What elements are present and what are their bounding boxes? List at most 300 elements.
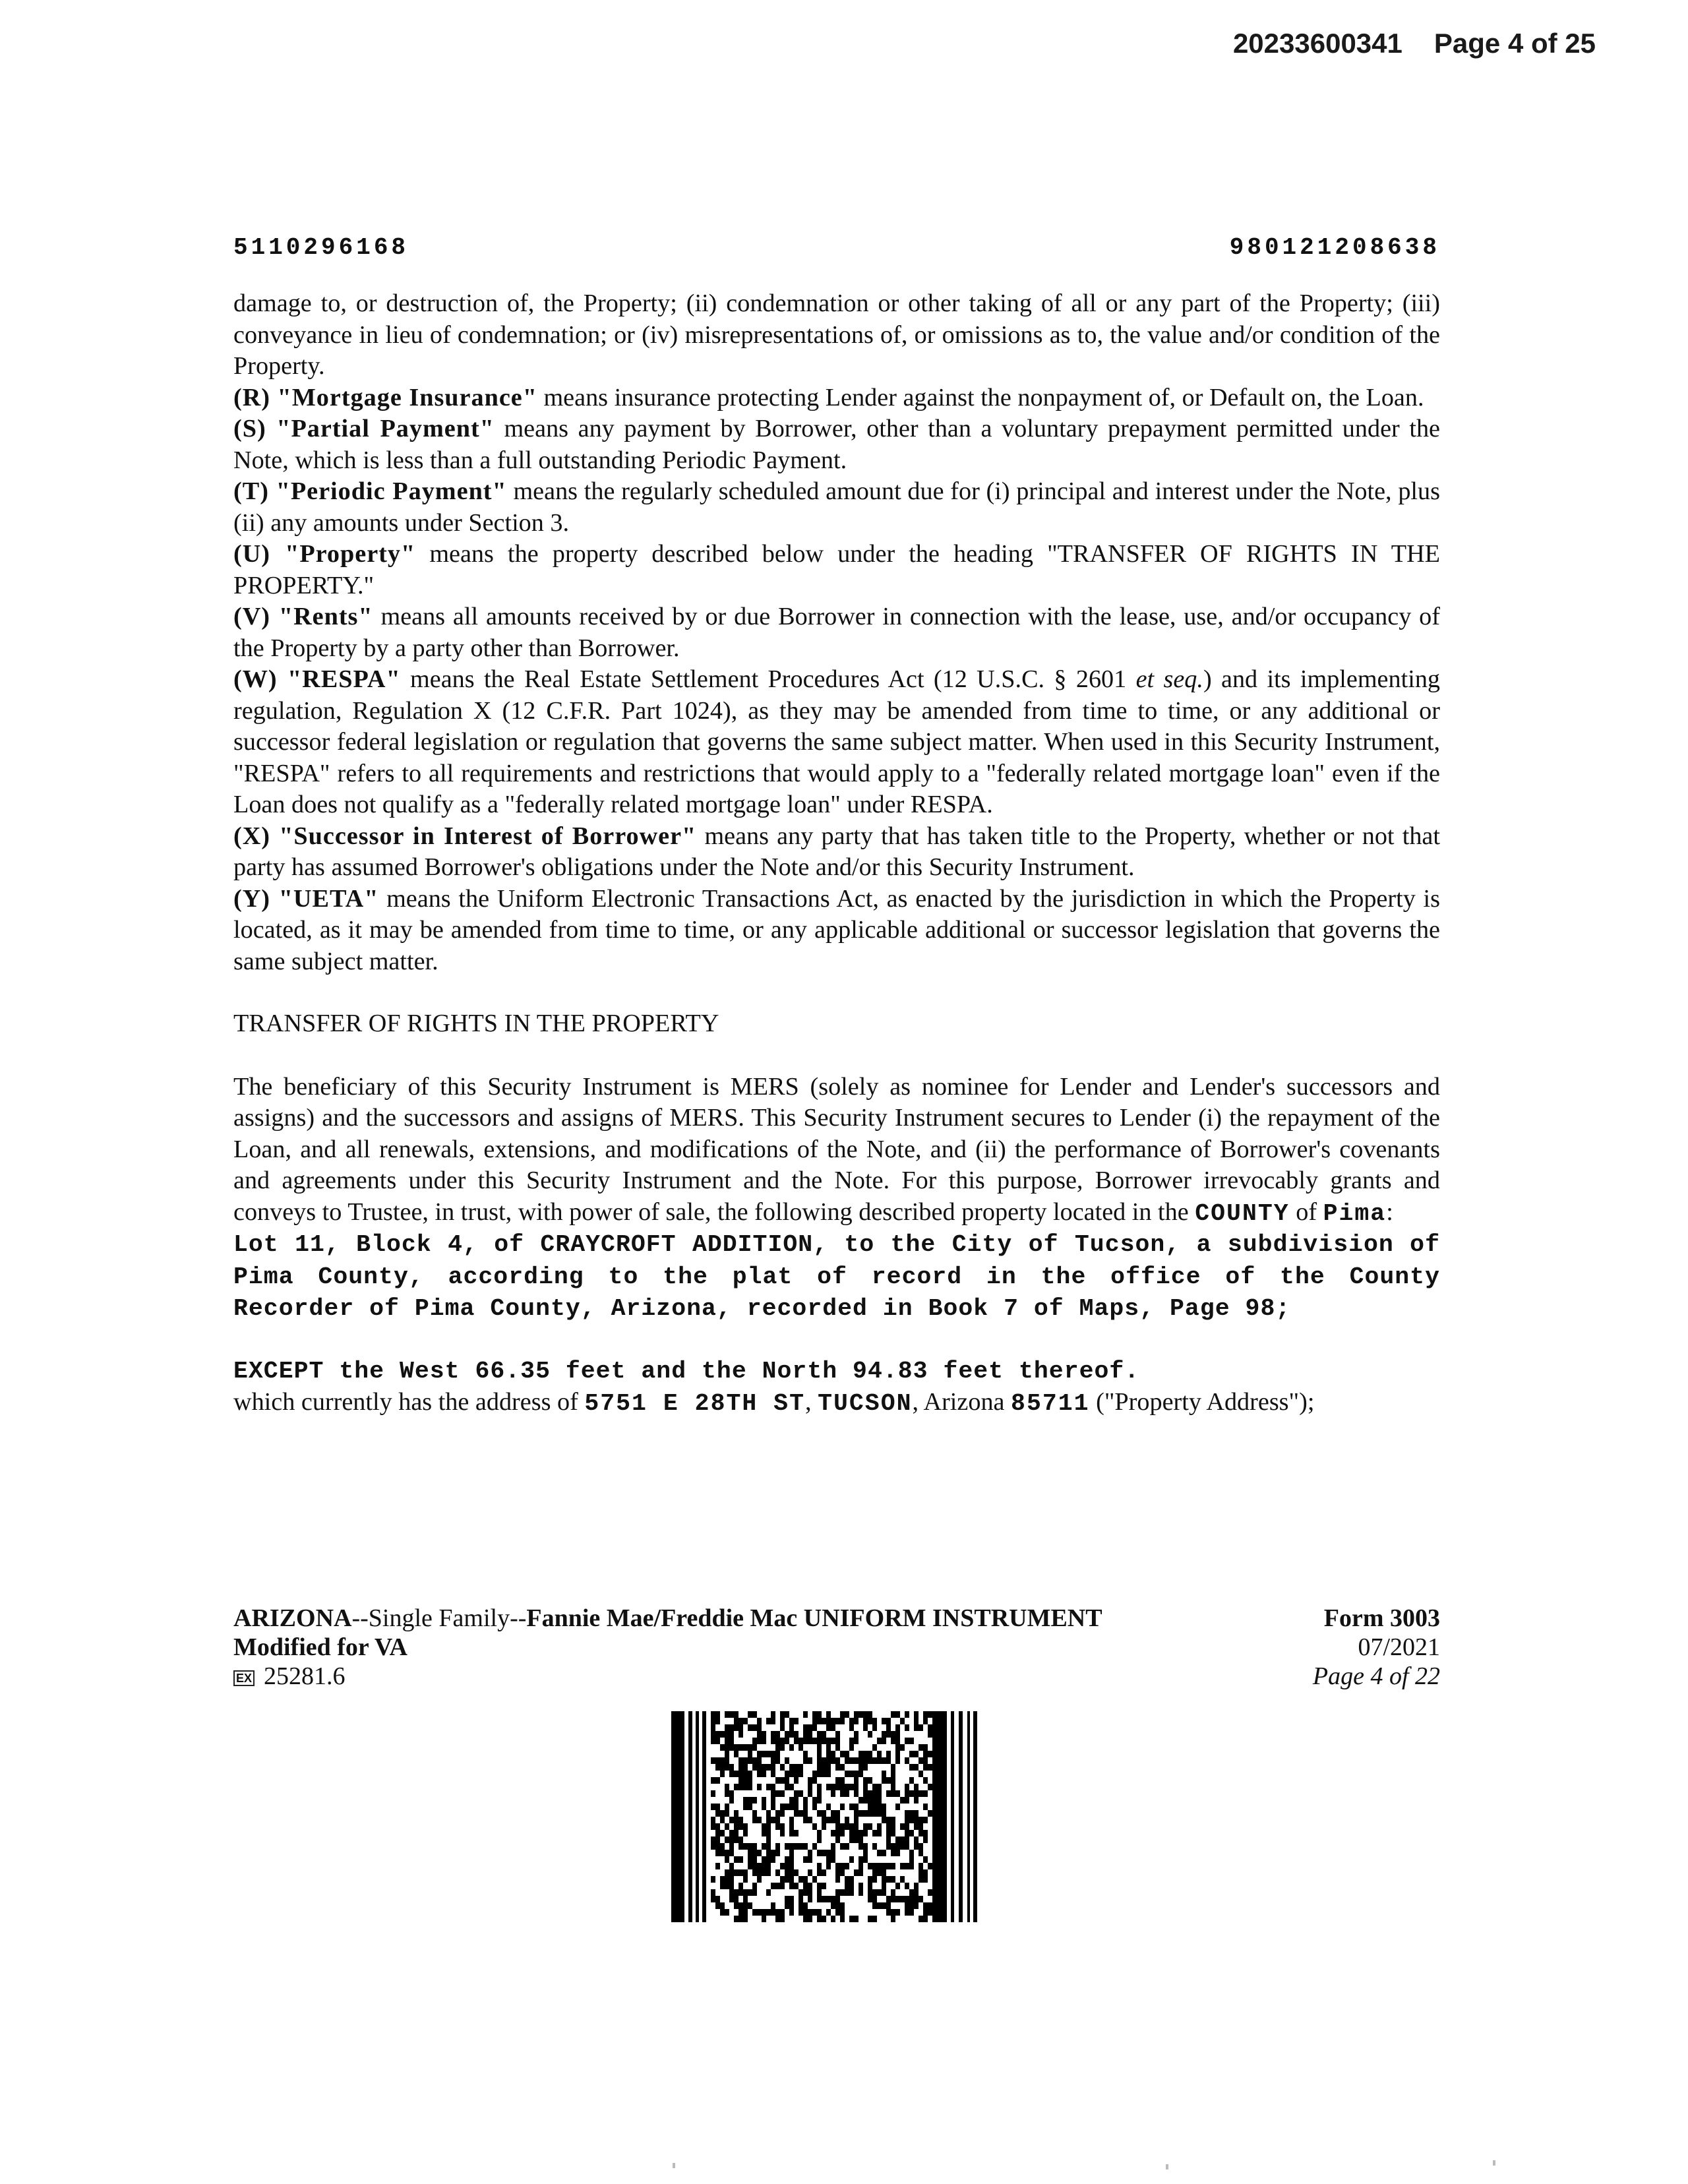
barcode-module	[882, 1817, 886, 1823]
barcode-module	[854, 1830, 859, 1836]
barcode-module	[859, 1771, 863, 1777]
barcode-module	[886, 1902, 891, 1909]
barcode-module	[849, 1916, 854, 1922]
barcode-module	[780, 1718, 785, 1724]
barcode-module	[905, 1883, 909, 1889]
barcode-module	[928, 1724, 932, 1731]
barcode-module	[840, 1784, 845, 1790]
barcode-module	[895, 1711, 900, 1718]
barcode-module	[748, 1771, 752, 1777]
barcode-module	[923, 1902, 928, 1909]
barcode-module	[725, 1711, 729, 1718]
barcode-module	[891, 1830, 895, 1836]
barcode-module	[891, 1790, 895, 1797]
barcode-module	[928, 1751, 932, 1757]
barcode-module	[725, 1856, 729, 1863]
barcode-module	[734, 1869, 738, 1876]
barcode-module	[762, 1856, 766, 1863]
barcode-module	[882, 1902, 886, 1909]
barcode-module	[849, 1738, 854, 1744]
barcode-module	[738, 1771, 743, 1777]
barcode-module	[803, 1843, 808, 1850]
barcode-module	[725, 1836, 729, 1843]
barcode-module	[826, 1738, 831, 1744]
barcode-module	[840, 1830, 845, 1836]
barcode-module	[743, 1744, 748, 1751]
barcode-module	[752, 1810, 757, 1817]
barcode-module	[840, 1863, 845, 1869]
barcode-module	[803, 1909, 808, 1916]
barcode-module	[914, 1896, 919, 1902]
barcode-module	[711, 1718, 715, 1724]
barcode-module	[785, 1784, 789, 1790]
form-date: 07/2021	[1358, 1633, 1440, 1661]
barcode-module	[835, 1902, 840, 1909]
barcode-module	[715, 1863, 720, 1869]
barcode-module	[886, 1823, 891, 1830]
barcode-module	[895, 1896, 900, 1902]
barcode-module	[914, 1823, 919, 1830]
barcode-module	[845, 1863, 849, 1869]
barcode-module	[835, 1764, 840, 1771]
barcode-module	[789, 1863, 794, 1869]
footer-state: ARIZONA	[233, 1604, 352, 1632]
barcode-module	[812, 1804, 817, 1810]
barcode-module	[822, 1718, 826, 1724]
barcode-module	[738, 1856, 743, 1863]
definition-u	[233, 539, 1440, 601]
barcode-module	[743, 1876, 748, 1883]
barcode-module	[752, 1711, 757, 1718]
barcode-module	[789, 1784, 794, 1790]
barcode-module	[775, 1843, 780, 1850]
barcode-module	[711, 1836, 715, 1843]
barcode-module	[840, 1843, 845, 1850]
barcode-module	[715, 1902, 720, 1909]
barcode-module	[891, 1876, 895, 1883]
barcode-module	[835, 1757, 840, 1764]
barcode-module	[766, 1909, 771, 1916]
barcode-module	[780, 1738, 785, 1744]
barcode-module	[766, 1817, 771, 1823]
barcode-module	[854, 1718, 859, 1724]
barcode-module	[826, 1909, 831, 1916]
barcode-module	[919, 1843, 923, 1850]
barcode-module	[789, 1883, 794, 1889]
barcode-module	[835, 1863, 840, 1869]
barcode-module	[817, 1916, 822, 1922]
barcode-module	[817, 1869, 822, 1876]
barcode-module	[715, 1896, 720, 1902]
barcode-module	[905, 1797, 909, 1804]
barcode-module	[914, 1784, 919, 1790]
barcode-module	[711, 1790, 715, 1797]
barcode-module	[775, 1810, 780, 1817]
barcode-module	[909, 1817, 914, 1823]
barcode-module	[817, 1883, 822, 1889]
barcode-module	[734, 1718, 738, 1724]
barcode-module	[895, 1744, 900, 1751]
barcode-module	[900, 1843, 905, 1850]
barcode-module	[822, 1869, 826, 1876]
barcode-module	[738, 1836, 743, 1843]
barcode-module	[720, 1902, 725, 1909]
barcode-module	[808, 1790, 812, 1797]
barcode-module	[909, 1777, 914, 1784]
barcode-module	[840, 1889, 845, 1896]
barcode-module	[743, 1823, 748, 1830]
barcode-module	[748, 1797, 752, 1804]
barcode-module	[840, 1790, 845, 1797]
barcode-module	[854, 1731, 859, 1738]
barcode-module	[868, 1718, 872, 1724]
barcode-module	[771, 1731, 775, 1738]
barcode-module	[882, 1876, 886, 1883]
barcode-module	[859, 1843, 863, 1850]
barcode-module	[734, 1751, 738, 1757]
barcode-module	[808, 1909, 812, 1916]
barcode-module	[799, 1738, 803, 1744]
barcode-module	[711, 1731, 715, 1738]
barcode-module	[725, 1724, 729, 1731]
barcode-module	[877, 1738, 882, 1744]
barcode-module	[817, 1836, 822, 1843]
barcode-module	[831, 1751, 835, 1757]
barcode-module	[757, 1771, 762, 1777]
barcode-module	[849, 1836, 854, 1843]
barcode-module	[762, 1738, 766, 1744]
barcode-module	[831, 1856, 835, 1863]
barcode-module	[840, 1711, 845, 1718]
barcode-module	[859, 1830, 863, 1836]
barcode-module	[900, 1876, 905, 1883]
barcode-module	[808, 1850, 812, 1856]
barcode-module	[831, 1718, 835, 1724]
barcode-module	[845, 1876, 849, 1883]
barcode-module	[831, 1757, 835, 1764]
barcode-module	[766, 1823, 771, 1830]
barcode-module	[711, 1823, 715, 1830]
barcode-module	[872, 1757, 877, 1764]
barcode-module	[909, 1902, 914, 1909]
barcode-module	[803, 1916, 808, 1922]
barcode-module	[882, 1863, 886, 1869]
barcode-module	[729, 1869, 734, 1876]
barcode-module	[738, 1757, 743, 1764]
barcode-module	[808, 1889, 812, 1896]
barcode-module	[738, 1823, 743, 1830]
barcode-module	[785, 1876, 789, 1883]
barcode-module	[752, 1863, 757, 1869]
barcode-module	[923, 1869, 928, 1876]
barcode-module	[715, 1836, 720, 1843]
legal-description: Lot 11, Block 4, of CRAYCROFT ADDITION, to the City of Tucson, a subdivision of Pima County, according to the plat of record in the office of the County Recorder of Pima County, Arizona, recorded in Book 7 of Maps, Page 98;	[233, 1231, 1440, 1322]
definition-text: means insurance protecting Lender against the nonpayment of, or Default on, the Loan.	[537, 383, 1424, 411]
barcode-module	[891, 1771, 895, 1777]
barcode-module	[905, 1810, 909, 1817]
barcode-module	[886, 1790, 891, 1797]
barcode-module	[845, 1790, 849, 1797]
barcode-module	[845, 1771, 849, 1777]
barcode-module	[785, 1777, 789, 1784]
barcode-module	[822, 1810, 826, 1817]
barcode-module	[766, 1856, 771, 1863]
barcode-module	[734, 1830, 738, 1836]
barcode-module	[817, 1738, 822, 1744]
barcode-module	[826, 1764, 831, 1771]
barcode-module	[738, 1784, 743, 1790]
barcode-module	[803, 1738, 808, 1744]
barcode-module	[762, 1830, 766, 1836]
barcode-module	[803, 1876, 808, 1883]
barcode-module	[789, 1896, 794, 1902]
barcode-module	[812, 1843, 817, 1850]
barcode-module	[729, 1876, 734, 1883]
barcode-module	[780, 1777, 785, 1784]
scan-speck	[1166, 2164, 1168, 2169]
address-prefix: which currently has the address of	[233, 1388, 585, 1416]
barcode-module	[831, 1817, 835, 1823]
barcode-module	[720, 1883, 725, 1889]
barcode-module	[771, 1909, 775, 1916]
barcode-module	[734, 1916, 738, 1922]
barcode-module	[882, 1738, 886, 1744]
barcode-module	[840, 1718, 845, 1724]
barcode-module	[905, 1830, 909, 1836]
definition-italic: et seq.	[1135, 665, 1203, 693]
barcode-module	[849, 1784, 854, 1790]
barcode-module	[859, 1797, 863, 1804]
barcode-module	[882, 1804, 886, 1810]
barcode-module	[872, 1869, 877, 1876]
barcode-module	[886, 1731, 891, 1738]
barcode-module	[854, 1823, 859, 1830]
footer-instrument: Fannie Mae/Freddie Mac UNIFORM INSTRUMENT	[526, 1604, 1102, 1632]
barcode-module	[863, 1850, 868, 1856]
barcode-module	[752, 1738, 757, 1744]
barcode-module	[909, 1790, 914, 1797]
barcode-module	[877, 1784, 882, 1790]
barcode-module	[845, 1757, 849, 1764]
barcode-module	[794, 1764, 799, 1771]
barcode-module	[762, 1869, 766, 1876]
barcode-module	[799, 1889, 803, 1896]
definition-text: means the Uniform Electronic Transactions Act, as enacted by the jurisdiction in which the Property is located, as it may be amended from time to time, or any applicable additional or successor legislation that governs the same subject matter.	[233, 884, 1440, 975]
barcode-module	[822, 1764, 826, 1771]
barcode-module	[859, 1869, 863, 1876]
barcode-module	[868, 1731, 872, 1738]
barcode-module	[919, 1830, 923, 1836]
barcode-module	[734, 1896, 738, 1902]
definition-q-continuation: damage to, or destruction of, the Property; (ii) condemnation or other taking of all or any part of the Property; (iii) conveyance in lieu of condemnation; or (iv) misrepresentations of, or omissions as to, the value and/or condition of the Property.	[233, 289, 1440, 380]
barcode-module	[780, 1830, 785, 1836]
barcode-module	[729, 1790, 734, 1797]
barcode-module	[803, 1810, 808, 1817]
barcode-module	[826, 1718, 831, 1724]
scan-speck	[1493, 2160, 1495, 2166]
barcode-module	[817, 1711, 822, 1718]
barcode-module	[817, 1744, 822, 1751]
barcode-module	[909, 1751, 914, 1757]
barcode-module	[872, 1790, 877, 1797]
barcode-module	[923, 1909, 928, 1916]
barcode-module	[854, 1817, 859, 1823]
barcode-module	[863, 1724, 868, 1731]
barcode-module	[748, 1751, 752, 1757]
barcode-module	[909, 1738, 914, 1744]
barcode-module	[780, 1863, 785, 1869]
barcode-module	[766, 1764, 771, 1771]
barcode-module	[817, 1830, 822, 1836]
barcode-module	[849, 1718, 854, 1724]
barcode-module	[859, 1810, 863, 1817]
barcode-module	[868, 1823, 872, 1830]
barcode-module	[743, 1777, 748, 1784]
barcode-module	[789, 1718, 794, 1724]
barcode-module	[803, 1856, 808, 1863]
barcode-module	[831, 1830, 835, 1836]
barcode-module	[882, 1777, 886, 1784]
barcode-module	[900, 1836, 905, 1843]
barcode-module	[748, 1744, 752, 1751]
barcode-module	[780, 1909, 785, 1916]
barcode-module	[775, 1731, 780, 1738]
barcode-module	[900, 1823, 905, 1830]
barcode-module	[729, 1711, 734, 1718]
barcode-module	[771, 1738, 775, 1744]
barcode-module	[729, 1896, 734, 1902]
barcode-module	[886, 1751, 891, 1757]
barcode-module	[711, 1777, 715, 1784]
barcode-module	[812, 1718, 817, 1724]
barcode-module	[725, 1909, 729, 1916]
barcode-module	[909, 1764, 914, 1771]
barcode-module	[854, 1790, 859, 1797]
barcode-module	[909, 1896, 914, 1902]
barcode-module	[743, 1718, 748, 1724]
barcode-module	[738, 1883, 743, 1889]
scan-speck	[673, 2163, 675, 2168]
barcode-module	[835, 1810, 840, 1817]
barcode-module	[886, 1777, 891, 1784]
barcode-module	[905, 1790, 909, 1797]
barcode-module	[872, 1896, 877, 1902]
barcode-module	[817, 1771, 822, 1777]
barcode-module	[831, 1896, 835, 1902]
barcode-module	[817, 1757, 822, 1764]
barcode-module	[729, 1731, 734, 1738]
footer-left	[233, 1604, 1102, 1691]
definition-text: means any party that has taken title to the Property, whether or not that party has assumed Borrower's obligations under the Note and/or this Security Instrument.	[233, 822, 1440, 881]
barcode-module	[780, 1764, 785, 1771]
barcode-module	[771, 1856, 775, 1863]
barcode-module	[923, 1757, 928, 1764]
barcode-module	[840, 1751, 845, 1757]
definition-y	[233, 884, 1440, 978]
barcode-module	[808, 1916, 812, 1922]
barcode-module	[914, 1889, 919, 1896]
barcode-module	[914, 1751, 919, 1757]
barcode-module	[771, 1902, 775, 1909]
barcode-module	[831, 1790, 835, 1797]
barcode-module	[877, 1790, 882, 1797]
barcode-module	[762, 1916, 766, 1922]
barcode-module	[757, 1863, 762, 1869]
barcode-module	[711, 1889, 715, 1896]
barcode-module	[743, 1830, 748, 1836]
barcode-module	[725, 1784, 729, 1790]
record-number: 20233600341	[1232, 28, 1402, 59]
barcode-module	[909, 1889, 914, 1896]
barcode-module	[748, 1757, 752, 1764]
barcode-module	[799, 1810, 803, 1817]
barcode-module	[748, 1784, 752, 1790]
barcode-module	[738, 1724, 743, 1731]
address-suffix: ("Property Address");	[1089, 1388, 1315, 1416]
barcode-module	[900, 1863, 905, 1869]
barcode-module	[914, 1718, 919, 1724]
barcode-module	[725, 1876, 729, 1883]
barcode-module	[812, 1771, 817, 1777]
barcode-module	[711, 1738, 715, 1744]
barcode-module	[859, 1751, 863, 1757]
barcode-module	[849, 1823, 854, 1830]
barcode-module	[757, 1731, 762, 1738]
barcode-module	[720, 1744, 725, 1751]
barcode-module	[743, 1909, 748, 1916]
barcode-module	[877, 1797, 882, 1804]
barcode-module	[905, 1823, 909, 1830]
barcode-module	[849, 1876, 854, 1883]
barcode-module	[868, 1889, 872, 1896]
barcode-module	[799, 1843, 803, 1850]
barcode-module	[891, 1817, 895, 1823]
barcode-module	[734, 1836, 738, 1843]
barcode-module	[909, 1856, 914, 1863]
barcode-module	[789, 1909, 794, 1916]
barcode-module	[868, 1711, 872, 1718]
barcode-module	[863, 1711, 868, 1718]
barcode-module	[914, 1764, 919, 1771]
barcode-module	[914, 1836, 919, 1843]
barcode-module	[771, 1790, 775, 1797]
barcode-module	[715, 1757, 720, 1764]
barcode-module	[849, 1883, 854, 1889]
barcode-module	[817, 1896, 822, 1902]
barcode-module	[775, 1757, 780, 1764]
barcode-module	[766, 1830, 771, 1836]
barcode-module	[840, 1916, 845, 1922]
barcode-module	[854, 1810, 859, 1817]
barcode-module	[872, 1863, 877, 1869]
barcode-module	[895, 1883, 900, 1889]
barcode-module	[789, 1850, 794, 1856]
barcode-module	[711, 1757, 715, 1764]
barcode-module	[808, 1724, 812, 1731]
barcode-module	[872, 1876, 877, 1883]
street-address: 5751 E 28TH ST	[584, 1390, 805, 1417]
barcode-module	[785, 1863, 789, 1869]
barcode-module	[794, 1790, 799, 1797]
barcode-module	[766, 1784, 771, 1790]
barcode-module	[789, 1902, 794, 1909]
barcode-module	[905, 1784, 909, 1790]
barcode-module	[826, 1724, 831, 1731]
barcode-module	[794, 1883, 799, 1889]
barcode-module	[771, 1764, 775, 1771]
barcode-module	[812, 1724, 817, 1731]
barcode-module	[835, 1830, 840, 1836]
